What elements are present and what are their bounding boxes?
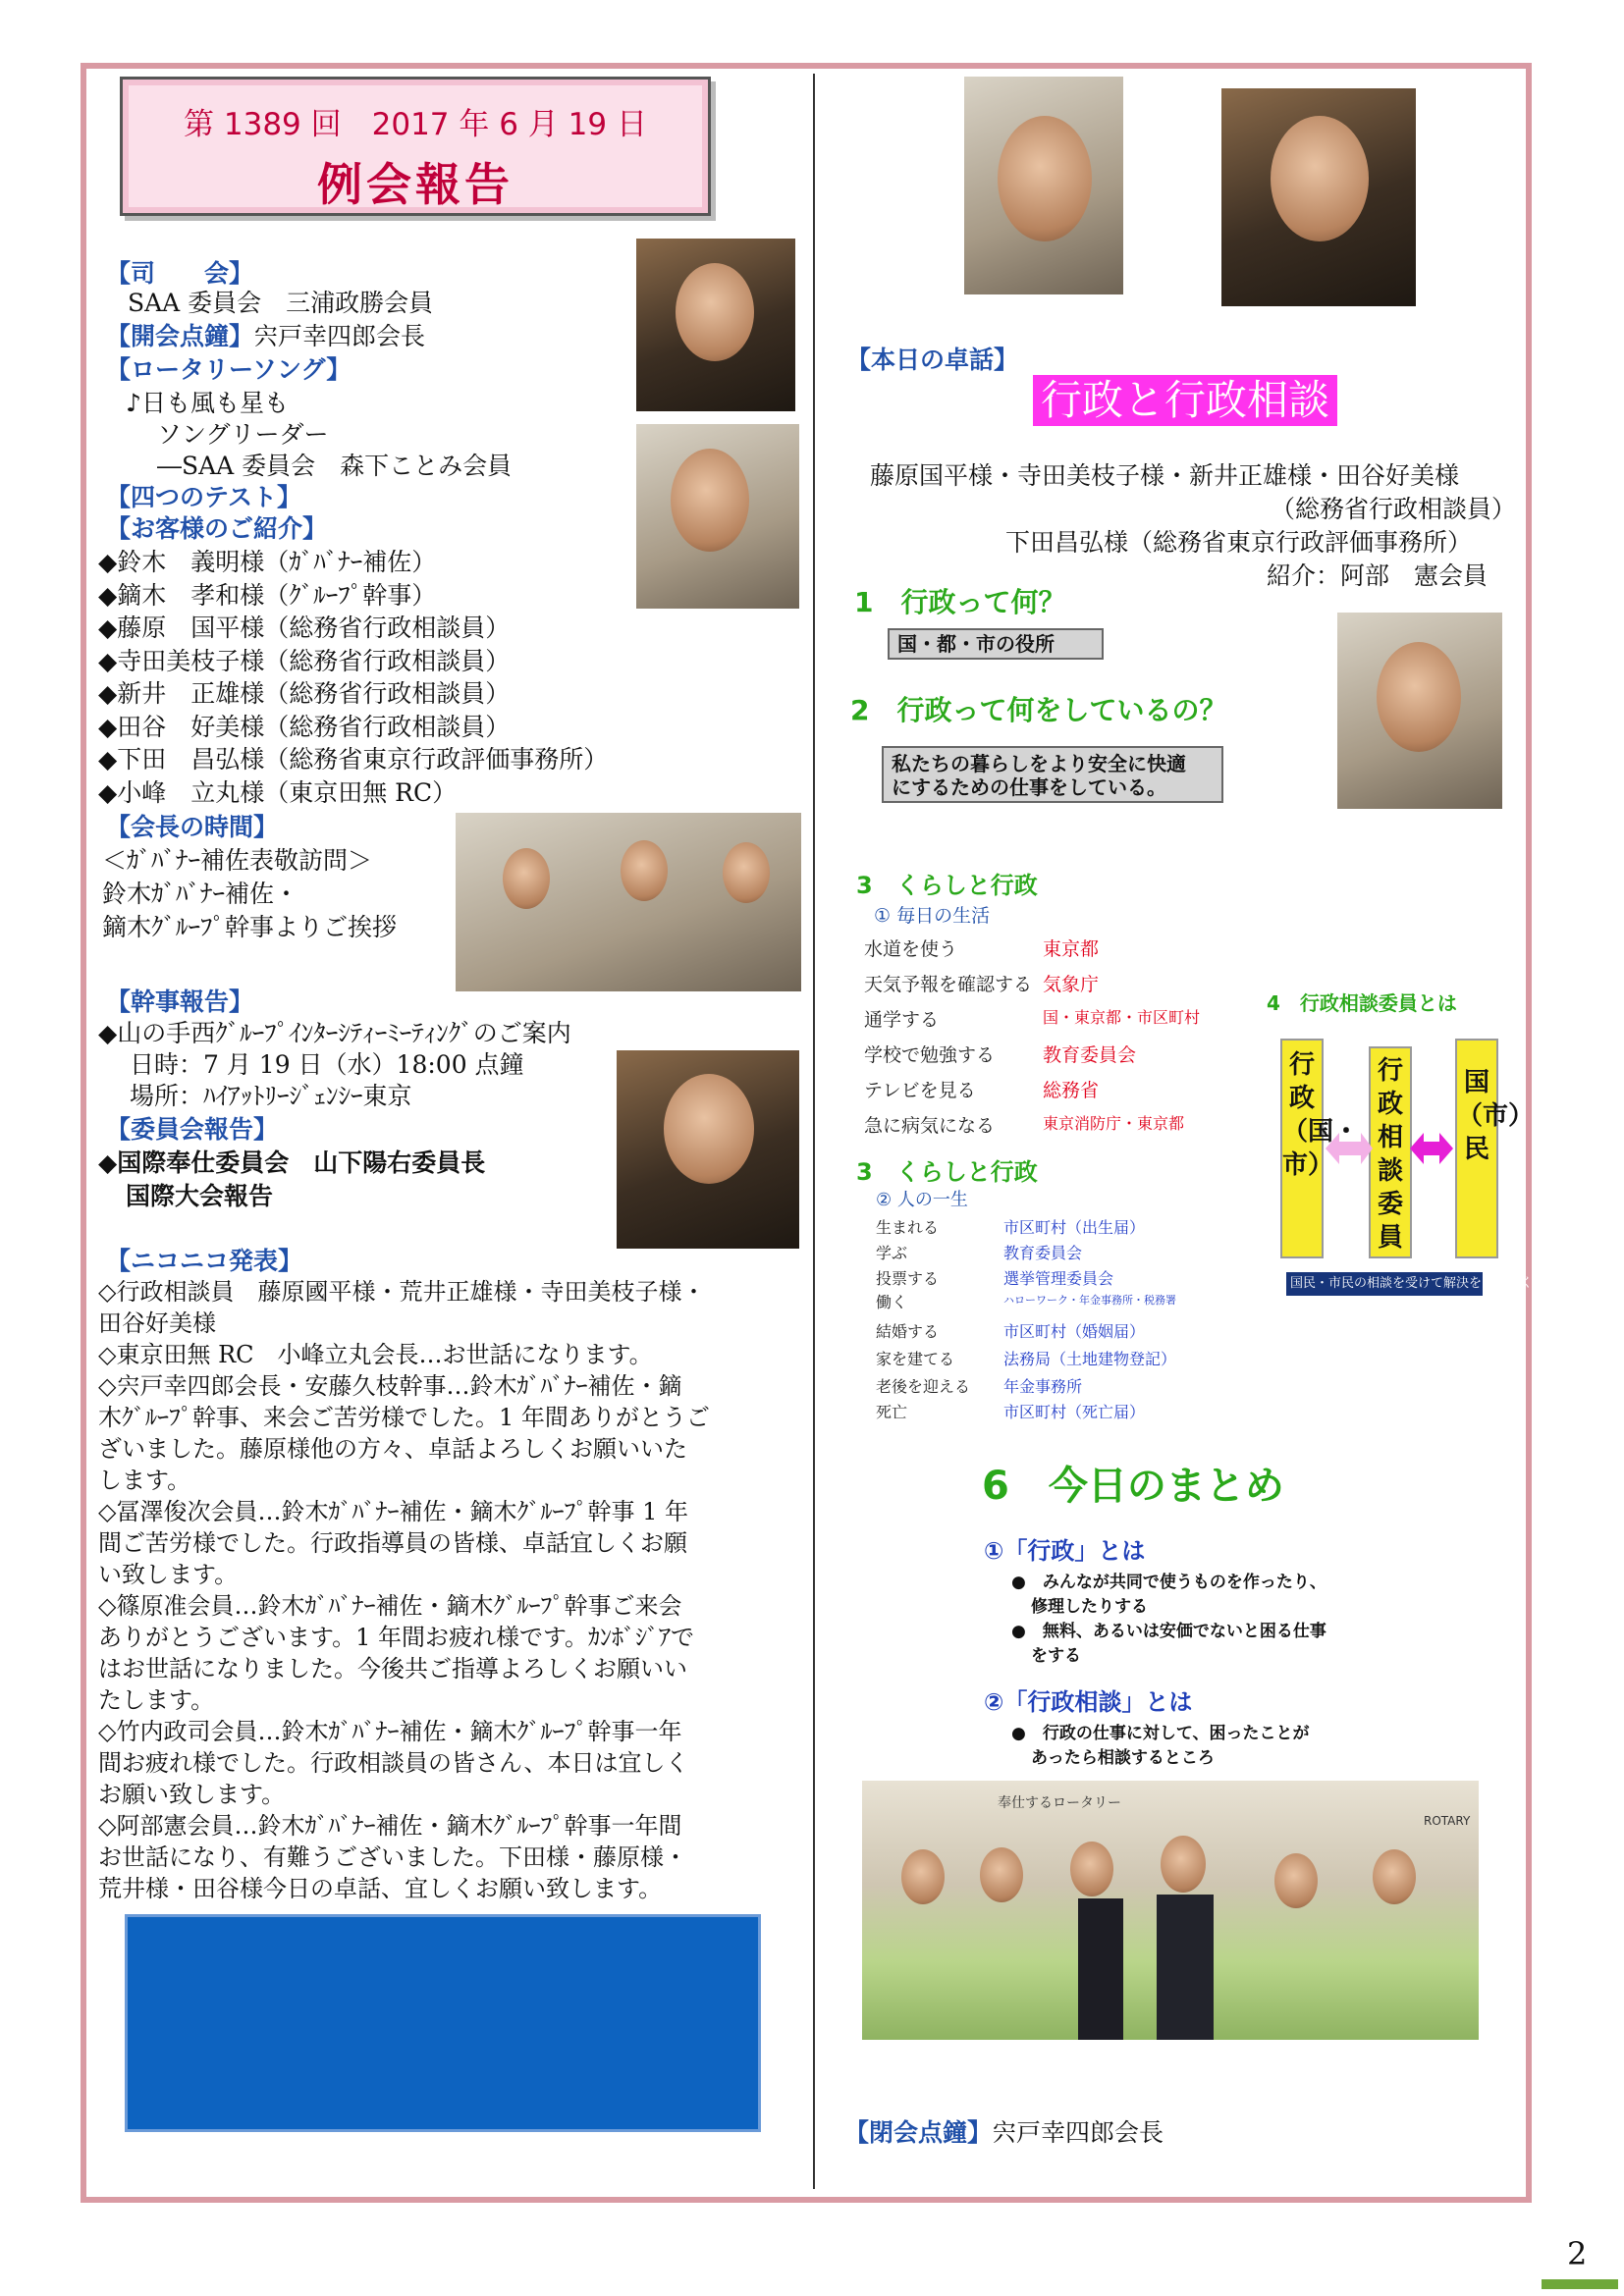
guest-item: ◆小峰 立丸様（東京田無 RC）	[98, 777, 458, 807]
nikoniko-text	[98, 1276, 710, 1904]
daily-item-label: テレビを見る	[864, 1080, 976, 1101]
daily-life-subheading: ① 毎日の生活	[874, 905, 991, 927]
summary-line: ● みんなが共同で使うものを作ったり、	[1011, 1573, 1326, 1592]
speakers-line4: 紹介：阿部 憲会員	[1267, 561, 1489, 590]
daily-item-agency: 国・東京都・市区町村	[1043, 1008, 1201, 1027]
heading-secretary: 【幹事報告】	[106, 988, 254, 1016]
nikoniko-line: ◇東京田無 RC 小峰立丸会長…お世話になります。	[98, 1341, 653, 1368]
song-leader-label: ソングリーダー	[157, 420, 329, 449]
life-item-label: 学ぶ	[876, 1244, 908, 1262]
meeting-date: 第 1389 回 2017 年 6 月 19 日	[184, 107, 647, 142]
life-stage-subheading: ② 人の一生	[876, 1190, 968, 1210]
photo-speaker-1	[964, 77, 1123, 294]
consultation-strip: 国民・市民の相談を受けて解決をしていく。	[1286, 1272, 1483, 1296]
summary-1-heading: ①「行政」とは	[984, 1537, 1146, 1565]
photo-rotary-text: ROTARY	[1424, 1814, 1471, 1828]
president-line1: ＜ｶﾞﾊﾞﾅｰ補佐表敬訪問＞	[102, 846, 373, 875]
section-2-heading: 2 行政って何をしているの？	[850, 694, 1227, 726]
nikoniko-line: 間ご苦労様でした。行政指導員の皆様、卓話宜しくお願	[98, 1529, 687, 1557]
heikai-text: 宍戸幸四郎会長	[992, 2118, 1164, 2147]
section-1-box: 国・都・市の役所	[888, 628, 1104, 660]
nikoniko-line: お世話になり、有難うございました。下田様・藤原様・	[98, 1843, 687, 1871]
page-number: 2	[1567, 2235, 1588, 2272]
nikoniko-line: 田谷好美様	[98, 1309, 216, 1337]
shikai-text: SAA 委員会 三浦政勝会員	[128, 289, 434, 317]
photo-speaker-3	[1337, 613, 1502, 809]
nikoniko-line: ありがとうございます。1 年間お疲れ様です。ｶﾝﾎﾞｼﾞｱで	[98, 1624, 695, 1651]
heading-heikai: 【閉会点鐘】	[844, 2118, 993, 2147]
photo-song-leader	[636, 424, 799, 609]
life-item-label: 老後を迎える	[876, 1377, 971, 1396]
box-citizens: 国（市）民	[1455, 1039, 1498, 1258]
takuwa-title: 行政と行政相談	[1033, 375, 1337, 426]
speakers-line3: 下田昌弘様（総務省東京行政評価事務所）	[1005, 528, 1473, 557]
nikoniko-line: たします。	[98, 1686, 215, 1714]
guest-item: ◆寺田美枝子様（総務省行政相談員）	[98, 646, 511, 675]
report-title-box	[120, 77, 711, 216]
heading-president: 【会長の時間】	[106, 813, 279, 841]
section-2-box	[882, 746, 1223, 803]
life-item-agency: 市区町村（婚姻届）	[1003, 1322, 1146, 1341]
daily-item-label: 学校で勉強する	[864, 1044, 996, 1066]
life-item-label: 死亡	[876, 1403, 908, 1421]
guest-item: ◆鈴木 義明様（ｶﾞﾊﾞﾅｰ補佐）	[98, 548, 437, 576]
section-3b-heading: 3 くらしと行政	[856, 1158, 1038, 1186]
nikoniko-line: い致します。	[98, 1561, 239, 1588]
life-item-agency: 市区町村（死亡届）	[1003, 1403, 1146, 1421]
summary-line: をする	[1031, 1646, 1081, 1666]
kaikai-line	[106, 320, 425, 353]
guest-item: ◆鏑木 孝和様（ｸﾞﾙｰﾌﾟ幹事）	[98, 580, 437, 610]
nikoniko-line: 木ｸﾞﾙｰﾌﾟ幹事、来会ご苦労様でした。1 年間ありがとうご	[98, 1404, 710, 1431]
photo-governor-visit	[456, 813, 801, 991]
heikai-line	[844, 2116, 1164, 2150]
summary-1-body	[1011, 1571, 1326, 1669]
speakers-line1: 藤原国平様・寺田美枝子様・新井正雄様・田谷好美様	[870, 461, 1460, 490]
photo-banner-text: 奉仕するロータリー	[998, 1795, 1121, 1811]
life-item-label: 働く	[876, 1293, 908, 1311]
life-item-agency: 年金事務所	[1003, 1377, 1083, 1396]
daily-item-agency: 総務省	[1043, 1080, 1100, 1101]
guest-item: ◆田谷 好美様（総務省行政相談員）	[98, 712, 511, 741]
section-2-box-line: にするための仕事をしている。	[892, 775, 1166, 799]
song-leader: ―SAA 委員会 森下ことみ会員	[157, 452, 513, 480]
nikoniko-line: ◇篠原准会員…鈴木ｶﾞﾊﾞﾅｰ補佐・鏑木ｸﾞﾙｰﾌﾟ幹事ご来会	[98, 1592, 682, 1620]
photo-group	[862, 1781, 1479, 2040]
heading-four-tests: 【四つのテスト】	[106, 483, 302, 511]
heading-song: 【ロータリーソング】	[106, 355, 352, 384]
president-line2: 鈴木ｶﾞﾊﾞﾅｰ補佐・	[102, 880, 299, 908]
life-item-agency: ハローワーク・年金事務所・税務署	[1003, 1294, 1176, 1307]
nikoniko-line: ◇冨澤俊次会員…鈴木ｶﾞﾊﾞﾅｰ補佐・鏑木ｸﾞﾙｰﾌﾟ幹事 1 年	[98, 1498, 688, 1525]
life-item-agency: 市区町村（出生届）	[1003, 1218, 1146, 1237]
committee-line1: ◆国際奉仕委員会 山下陽右委員長	[98, 1148, 486, 1177]
nikoniko-line: ◇竹内政司会員…鈴木ｶﾞﾊﾞﾅｰ補佐・鏑木ｸﾞﾙｰﾌﾟ幹事一年	[98, 1718, 682, 1745]
heading-committee: 【委員会報告】	[106, 1115, 279, 1144]
heading-kaikai: 【開会点鐘】	[106, 322, 254, 350]
president-line3: 鏑木ｸﾞﾙｰﾌﾟ幹事よりご挨拶	[102, 913, 398, 941]
photo-speaker-2	[1221, 88, 1416, 306]
heading-takuwa: 【本日の卓話】	[846, 346, 1019, 374]
guest-item: ◆藤原 国平様（総務省行政相談員）	[98, 614, 511, 642]
life-item-label: 家を建てる	[876, 1350, 955, 1368]
section-6-heading: 6 今日のまとめ	[982, 1464, 1284, 1509]
nikoniko-line: ◇阿部憲会員…鈴木ｶﾞﾊﾞﾅｰ補佐・鏑木ｸﾞﾙｰﾌﾟ幹事一年間	[98, 1812, 682, 1840]
summary-2-heading: ②「行政相談」とは	[984, 1688, 1193, 1716]
section-2-box-line: 私たちの暮らしをより安全に快適	[892, 752, 1186, 775]
summary-line: 修理したりする	[1031, 1597, 1148, 1617]
summary-line: ● 行政の仕事に対して、困ったことが	[1011, 1724, 1310, 1743]
box-government: 行政（国・市）	[1280, 1039, 1324, 1258]
heading-shikai: 【司 会】	[106, 259, 254, 288]
arrow-left-pale	[1326, 1133, 1373, 1164]
nikoniko-line: お願い致します。	[98, 1781, 286, 1808]
guest-item: ◆下田 昌弘様（総務省東京行政評価事務所）	[98, 745, 609, 774]
daily-item-label: 天気予報を確認する	[864, 974, 1033, 995]
life-item-label: 投票する	[876, 1269, 940, 1288]
blue-panel	[125, 1914, 761, 2132]
arrow-pair	[1326, 1129, 1453, 1168]
nikoniko-line: 間お疲れ様でした。行政相談員の皆さん、本日は宜しく	[98, 1749, 689, 1777]
life-stage-table	[876, 1186, 1229, 1421]
secretary-line2: 日時：7 月 19 日（水）18:00 点鐘	[130, 1050, 524, 1079]
section-1-heading: 1 行政って何？	[854, 586, 1066, 618]
nikoniko-line: ◇宍戸幸四郎会長・安藤久枝幹事…鈴木ｶﾞﾊﾞﾅｰ補佐・鏑	[98, 1372, 682, 1400]
life-item-label: 結婚する	[876, 1322, 940, 1341]
life-item-agency: 選挙管理委員会	[1003, 1269, 1114, 1288]
summary-2-body	[1011, 1722, 1310, 1771]
arrow-right-magenta	[1410, 1133, 1453, 1164]
life-item-label: 生まれる	[876, 1218, 940, 1237]
summary-line: ● 無料、あるいは安価でないと困る仕事	[1011, 1622, 1326, 1641]
speakers-line2: （総務省行政相談員）	[1271, 495, 1517, 523]
daily-life-table	[864, 901, 1218, 1156]
daily-item-agency: 東京都	[1043, 938, 1100, 960]
report-title: 例会報告	[317, 158, 514, 211]
kaikai-text: 宍戸幸四郎会長	[253, 322, 426, 350]
secretary-line3: 場所：ﾊｲｱｯﾄﾘｰｼﾞｪﾝｼｰ東京	[130, 1082, 412, 1110]
summary-line: あったら相談するところ	[1031, 1748, 1215, 1768]
guest-list	[98, 546, 608, 809]
daily-item-label: 水道を使う	[864, 938, 958, 960]
daily-item-agency: 気象庁	[1043, 974, 1100, 995]
committee-line2: 国際大会報告	[126, 1182, 274, 1210]
section-4-heading: 4 行政相談委員とは	[1267, 991, 1457, 1015]
nikoniko-line: ◇行政相談員 藤原國平様・荒井正雄様・寺田美枝子様・	[98, 1278, 706, 1306]
nikoniko-line: 荒井様・田谷様今日の卓話、宜しくお願い致します。	[98, 1875, 663, 1902]
secretary-line1: ◆山の手西ｸﾞﾙｰﾌﾟｲﾝﾀｰｼﾃｨｰﾐｰﾃｨﾝｸﾞのご案内	[98, 1019, 571, 1047]
nikoniko-line: します。	[98, 1467, 191, 1494]
heading-nikoniko: 【ニコニコ発表】	[106, 1247, 303, 1275]
guest-item: ◆新井 正雄様（総務省行政相談員）	[98, 679, 511, 708]
photo-committee-chair	[617, 1050, 799, 1249]
song-title: ♪日も風も星も	[126, 389, 289, 417]
daily-item-agency: 教育委員会	[1043, 1044, 1137, 1066]
daily-item-agency: 東京消防庁・東京都	[1043, 1114, 1185, 1133]
daily-item-label: 急に病気になる	[864, 1115, 996, 1137]
daily-item-label: 通学する	[864, 1009, 940, 1031]
nikoniko-line: はお世話になりました。今後共ご指導よろしくお願いい	[98, 1655, 687, 1682]
photo-mc	[636, 239, 795, 411]
nikoniko-line: ざいました。藤原様他の方々、卓話よろしくお願いいた	[98, 1435, 687, 1463]
page-number-bar	[1542, 2279, 1618, 2289]
heading-guests: 【お客様のご紹介】	[106, 514, 328, 543]
life-item-agency: 教育委員会	[1003, 1244, 1083, 1262]
life-item-agency: 法務局（土地建物登記）	[1003, 1350, 1177, 1368]
box-consultation-member: 行政相談委員	[1369, 1046, 1412, 1258]
section-3a-heading: 3 くらしと行政	[856, 872, 1038, 899]
column-divider	[813, 74, 815, 2189]
